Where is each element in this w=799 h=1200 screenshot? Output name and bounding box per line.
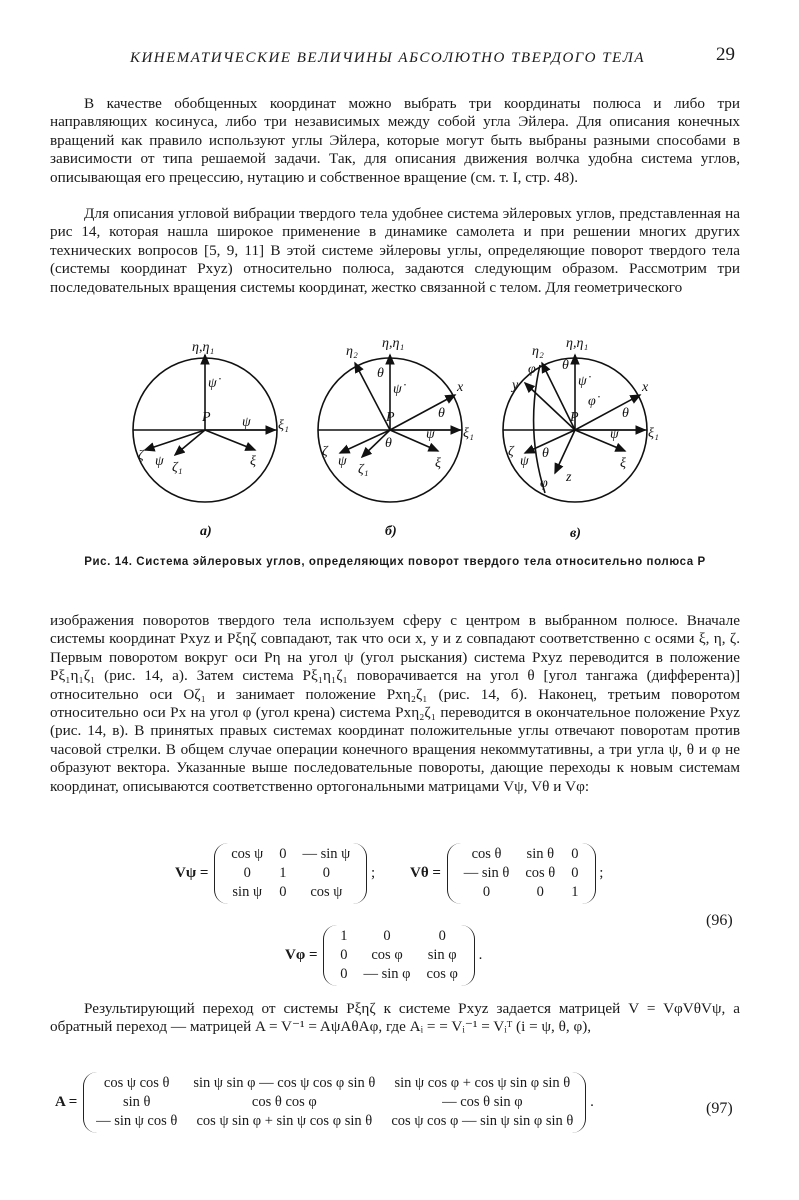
cell: cos ψ sin φ + sin ψ cos φ sin θ xyxy=(196,1113,373,1129)
cell: sin θ xyxy=(122,1094,151,1110)
matrix-v-psi-label: Vψ = xyxy=(175,865,209,881)
label-xi1-b: ξ₁ xyxy=(463,426,474,441)
label-psi2-c: ψ xyxy=(520,454,529,469)
cell: sin ψ xyxy=(232,884,263,900)
cell: 0 xyxy=(571,846,579,862)
label-xi1-a: ξ₁ xyxy=(278,418,289,433)
axis-x-b xyxy=(390,395,455,430)
label-eta2-b: η₂ xyxy=(346,344,358,359)
cell: sin ψ sin φ — cos ψ cos φ sin θ xyxy=(193,1075,376,1091)
cell: — cos θ sin φ xyxy=(442,1094,523,1110)
label-psi2-a: ψ xyxy=(155,454,164,469)
equation-number-97: (97) xyxy=(706,1100,733,1117)
label-phi-top-c: φ xyxy=(528,362,536,377)
label-xi-a: ξ xyxy=(250,454,256,469)
label-x-c: x xyxy=(642,380,649,395)
label-phidot-c: φ̇ xyxy=(588,394,596,409)
label-theta-low-c: θ xyxy=(542,446,549,461)
matrix-a-label: A = xyxy=(55,1094,78,1110)
label-xi-b: ξ xyxy=(435,456,441,471)
cell: sin φ xyxy=(427,947,457,963)
meridian-c xyxy=(534,365,545,493)
cell: 0 xyxy=(438,928,446,944)
matrix-v-theta-label: Vθ = xyxy=(410,865,441,881)
cell: 0 xyxy=(482,884,491,900)
panel-c xyxy=(503,355,647,502)
cell: cos ψ xyxy=(231,846,264,862)
cell: 0 xyxy=(340,947,348,963)
cell: 1 xyxy=(571,884,579,900)
label-xi-c: ξ xyxy=(620,456,626,471)
cell: cos ψ cos θ xyxy=(103,1075,170,1091)
label-theta-b: θ xyxy=(438,406,445,421)
label-y-c: y xyxy=(512,378,519,393)
label-zeta-a: ζ xyxy=(138,448,144,463)
label-zeta-b: ζ xyxy=(322,444,328,459)
axis-eta2-b xyxy=(355,363,390,430)
cell: 0 xyxy=(340,966,348,982)
panel-label-a: а) xyxy=(200,524,212,539)
equation-number-96: (96) xyxy=(706,912,733,929)
label-P-c: P xyxy=(570,410,579,425)
label-theta-top-c: θ xyxy=(562,358,569,373)
matrix-a xyxy=(55,1072,594,1133)
cell: cos ψ xyxy=(310,884,343,900)
separator: . xyxy=(478,946,483,963)
axis-y-c xyxy=(525,383,575,430)
matrix-v-phi xyxy=(285,925,482,986)
label-eta-c: η,η₁ xyxy=(566,336,589,351)
cell: 0 xyxy=(571,865,579,881)
cell: — sin ψ xyxy=(302,846,351,862)
label-zeta-c: ζ xyxy=(508,444,514,459)
cell: — sin θ xyxy=(463,865,510,881)
panel-label-c: в) xyxy=(570,526,581,541)
cell: 0 xyxy=(322,865,330,881)
label-theta-low-b: θ xyxy=(385,436,392,451)
axis-x-c xyxy=(575,395,640,430)
figure-caption: Рис. 14. Система эйлеровых углов, определяющих поворот твердого тела относительно полюса P xyxy=(84,556,706,568)
label-eta2-c: η₂ xyxy=(532,344,544,359)
label-psi2-b: ψ xyxy=(338,454,347,469)
cell: 0 xyxy=(279,846,287,862)
cell: cos θ xyxy=(471,846,502,862)
paragraph-1: В качестве обобщенных координат можно выбрать три координаты полюса и либо три направляющих косинуса, либо три независимых между собой угла Эйлера. Для описания конечных вращений как правило используют углы Эйлера, которые могут быть выбраны разными способами в зависимости от типа решаемой задачи. Так, для описания движения волчка удобна система углов, описывающая его прецессию, нутацию и собственное вращение (см. т. I, стр. 48). xyxy=(50,95,740,186)
axis-xi-a xyxy=(205,430,255,450)
label-psi-b: ψ xyxy=(426,427,435,442)
cell: 1 xyxy=(340,928,348,944)
cell: cos θ cos φ xyxy=(251,1094,317,1110)
axis-zeta-c xyxy=(525,430,575,453)
paragraph-3: изображения поворотов твердого тела используем сферу с центром в выбранном полюсе. Вначале системы координат Pxyz и Pξηζ совпадают, так что оси x, y и z совпадают соответственно с осями ξ, η, ζ. Первым поворотом вокруг оси Pη на угол ψ (угол рыскания) система Pxyz переводится в положение Pξ₁η₁ζ₁ (рис. 14, а). Затем система Pξ₁η₁ζ₁ поворачивается на угол θ [угол тангажа (дифферента)] относительно оси Oζ₁ и занимает положение Pxη₂ζ₁ (рис. 14, б). Наконец, третьим поворотом относительно оси Px на угол φ (угол крена) система Pxη₂ζ₁ переводится в окончательное положение Pxyz (рис. 14, в). В принятых правых системах координат положительные углы отвечают поворотам против часовой стрелки. В общем случае операции конечного вращения некоммутативны, а три угла ψ, θ и φ не образуют вектора. Указанные выше последовательные повороты, дающие переходы к новым системам координат, описываются соответственно ортогональными матрицами Vψ, Vθ и Vφ: xyxy=(50,612,740,795)
matrix-v-theta xyxy=(410,843,603,904)
label-xi1-c: ξ₁ xyxy=(648,426,659,441)
label-psidot-c: ψ̇ xyxy=(578,374,587,389)
label-z-c: z xyxy=(566,470,572,485)
axis-zeta1-a xyxy=(175,430,205,455)
cell: 1 xyxy=(279,865,287,881)
label-phi-c: φ xyxy=(540,476,548,491)
axis-zeta-b xyxy=(340,430,390,453)
cell: cos ψ cos φ — sin ψ sin φ sin θ xyxy=(391,1113,574,1129)
label-eta-a: η,η₁ xyxy=(192,340,215,355)
label-psidot-a: ψ̇ xyxy=(208,376,217,391)
paragraph-2: Для описания угловой вибрации твердого тела удобнее система эйлеровых углов, представленная на рис 14, которая нашла широкое применение в динамике самолета и при решении многих других технических вопросов [5, 9, 11] В этой системе эйлеровы углы, определяющие поворот твердого тела (системы координат Pxyz) относительно полюса, задаются следующим образом. Рассмотрим три последовательных вращения системы координат, жестко связанной с телом. Для геометрического xyxy=(50,205,740,296)
separator: ; xyxy=(370,864,376,881)
figure-14 xyxy=(100,325,700,555)
cell: — sin φ xyxy=(363,966,411,982)
label-psidot-b: ψ̇ xyxy=(393,382,402,397)
label-psi-a: ψ xyxy=(242,415,251,430)
label-eta-b: η,η₁ xyxy=(382,336,405,351)
page-number: 29 xyxy=(716,44,735,65)
cell: sin ψ cos φ + cos ψ sin φ sin θ xyxy=(394,1075,571,1091)
label-theta-c: θ xyxy=(622,406,629,421)
separator: . xyxy=(590,1093,594,1110)
label-theta-top-b: θ xyxy=(377,366,384,381)
label-psi-c: ψ xyxy=(610,427,619,442)
paragraph-4: Результирующий переход от системы Pξηζ к системе Pxyz задается матрицей V = VφVθVψ, а обратный переход — матрицей A = V⁻¹ = AψAθAφ, где Aᵢ = = Vᵢ⁻¹ = Vᵢᵀ (i = ψ, θ, φ), xyxy=(50,1000,740,1036)
label-P-b: P xyxy=(386,410,395,425)
cell: cos θ xyxy=(525,865,556,881)
panel-label-b: б) xyxy=(385,524,397,539)
cell: — sin ψ cos θ xyxy=(96,1113,178,1129)
running-title: КИНЕМАТИЧЕСКИЕ ВЕЛИЧИНЫ АБСОЛЮТНО ТВЕРДОГО ТЕЛА xyxy=(130,50,646,66)
label-P-a: P xyxy=(202,410,211,425)
axis-z-c xyxy=(555,430,575,473)
cell: cos φ xyxy=(426,966,458,982)
label-zeta1-b: ζ₁ xyxy=(358,462,369,477)
panel-b xyxy=(318,355,462,502)
panel-a xyxy=(133,355,277,502)
matrix-v-phi-label: Vφ = xyxy=(285,947,318,963)
cell: 0 xyxy=(383,928,391,944)
cell: 0 xyxy=(243,865,251,881)
cell: sin θ xyxy=(526,846,555,862)
label-x-b: x xyxy=(457,380,464,395)
axis-zeta-a xyxy=(145,430,205,450)
label-zeta1-a: ζ₁ xyxy=(172,460,183,475)
separator: ; xyxy=(599,864,604,881)
cell: 0 xyxy=(536,884,544,900)
cell: cos φ xyxy=(371,947,403,963)
matrix-v-psi xyxy=(175,843,375,904)
cell: 0 xyxy=(279,884,287,900)
